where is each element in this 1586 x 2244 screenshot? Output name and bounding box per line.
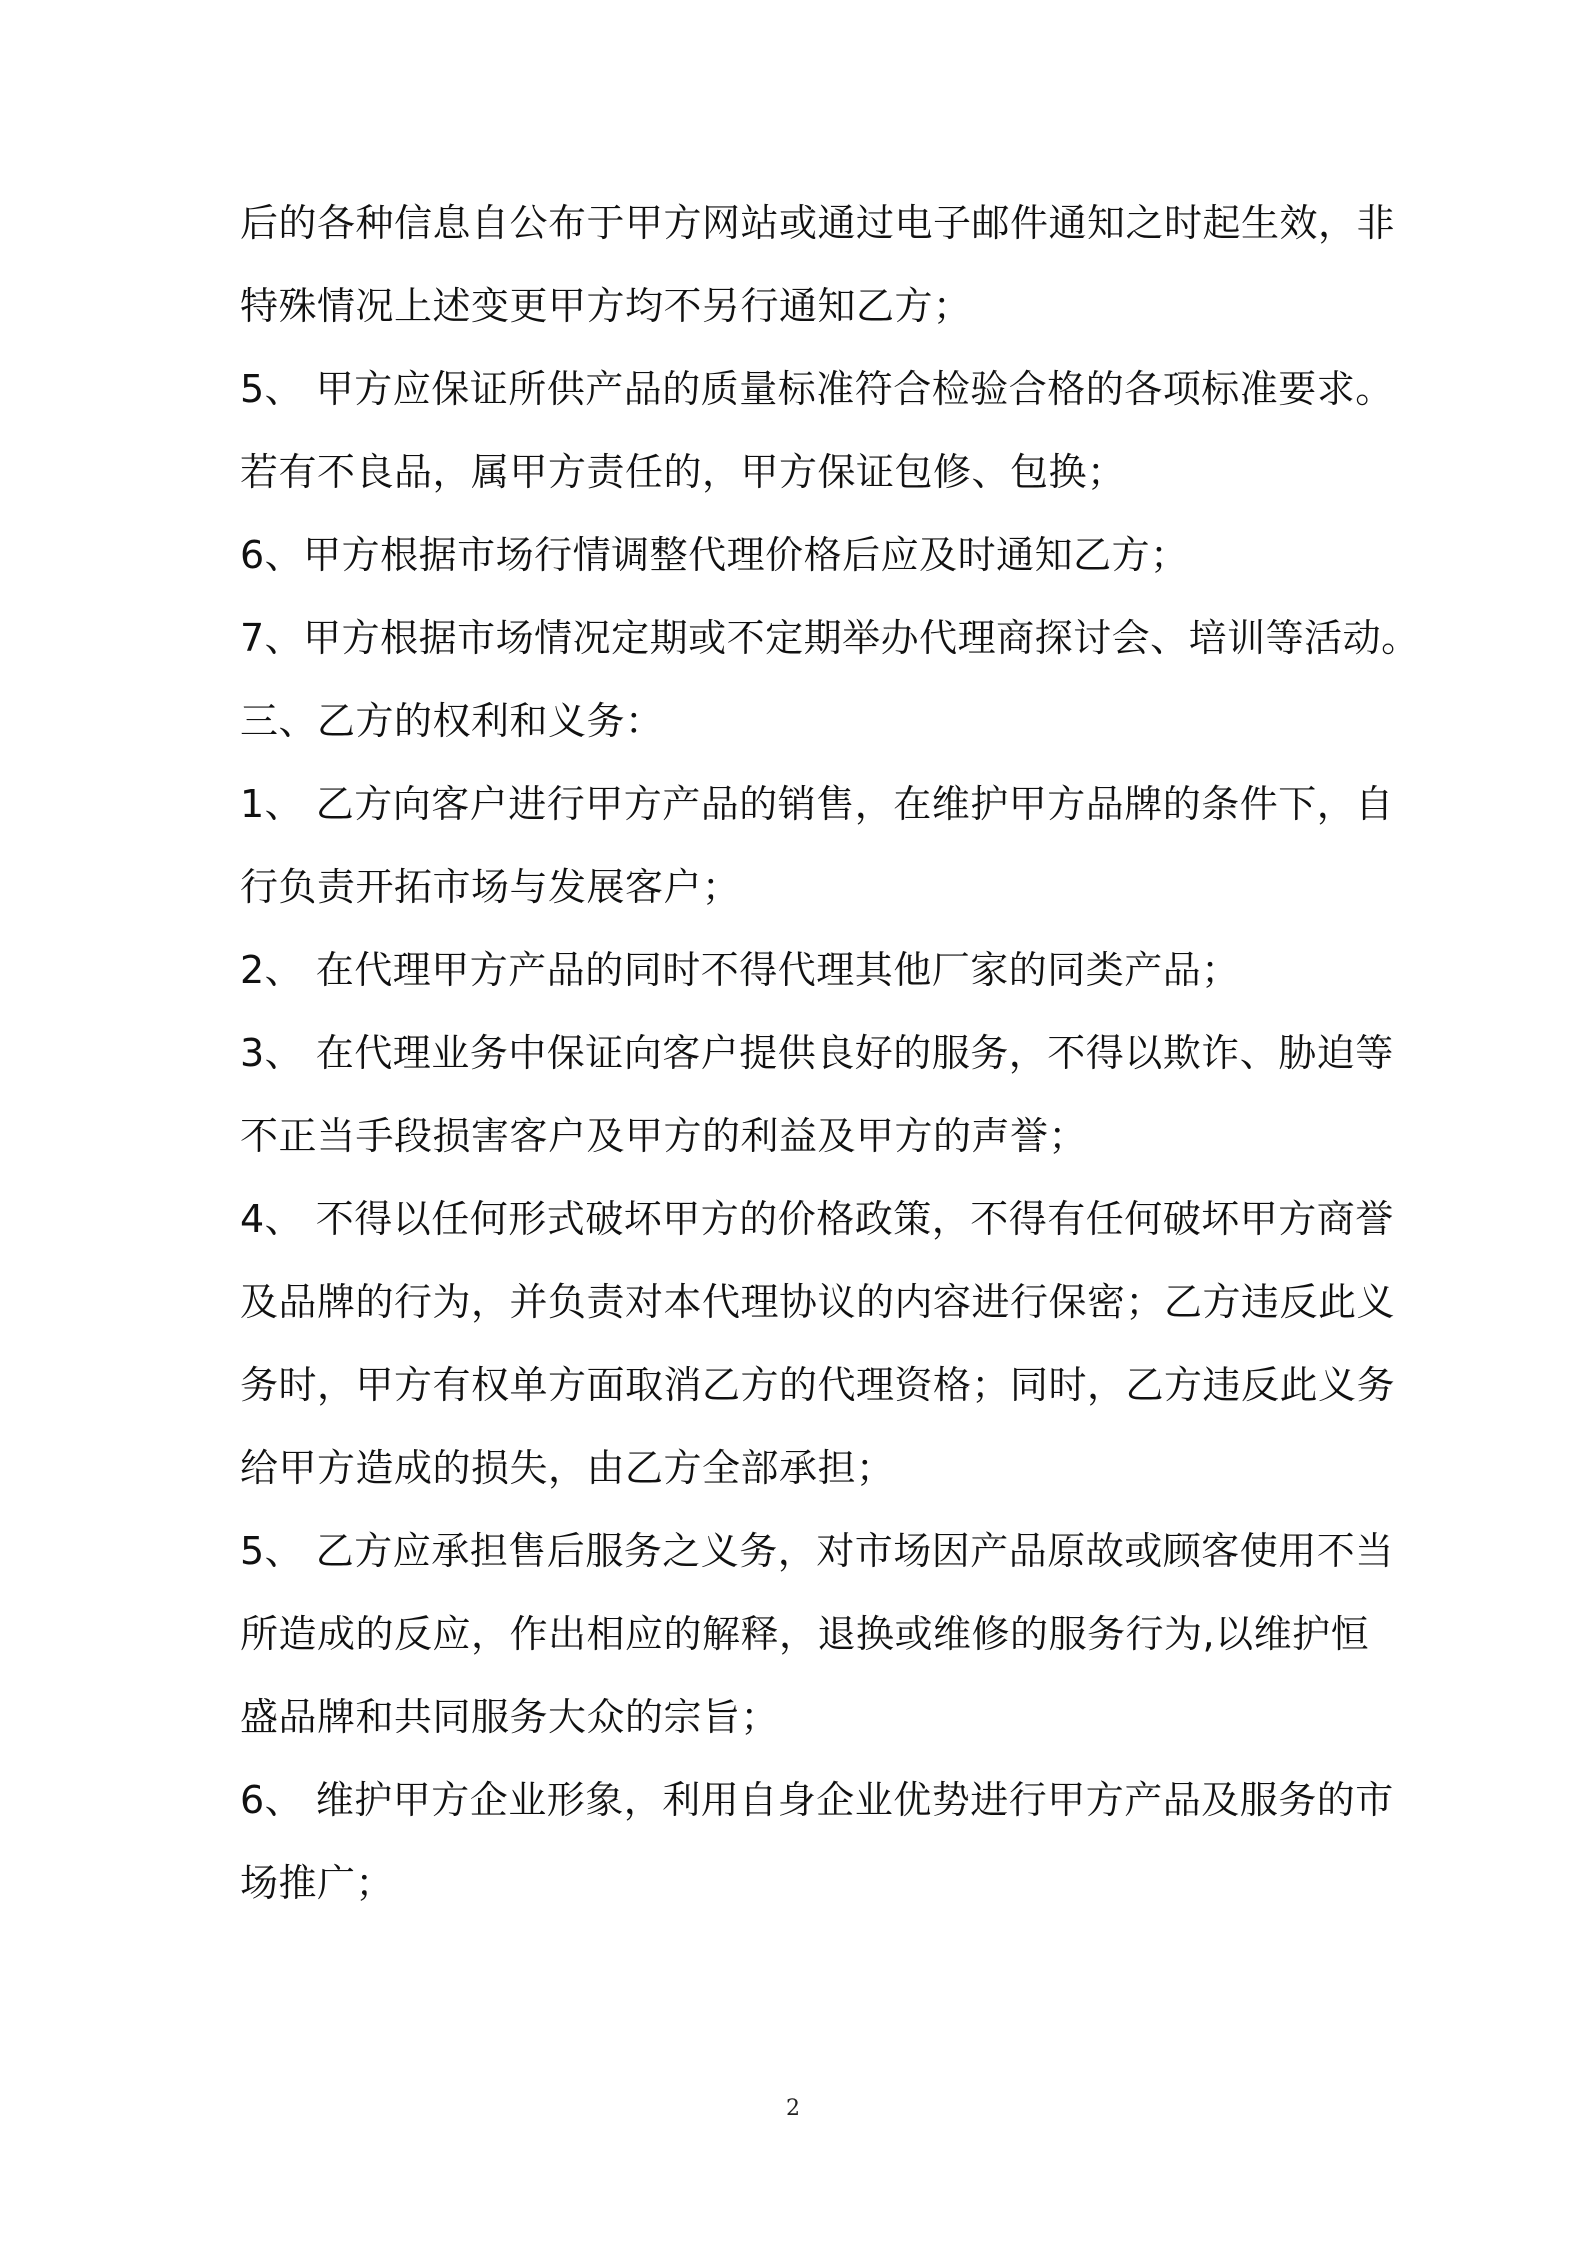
text-line-11: 3、 在代理业务中保证向客户提供良好的服务，不得以欺诈、胁迫等: [240, 1031, 1394, 1075]
text-line-3: 5、 甲方应保证所供产品的质量标准符合检验合格的各项标准要求。: [240, 367, 1394, 411]
section-heading: 三、乙方的权利和义务：: [240, 699, 664, 743]
text-line-4: 若有不良品，属甲方责任的，甲方保证包修、包换；: [240, 450, 1126, 494]
text-line-6: 7、甲方根据市场情况定期或不定期举办代理商探讨会、培训等活动。: [240, 616, 1420, 660]
text-line-1: 后的各种信息自公布于甲方网站或通过电子邮件通知之时起生效，非: [240, 201, 1396, 245]
text-line-2: 特殊情况上述变更甲方均不另行通知乙方；: [240, 284, 972, 328]
text-line-10: 2、 在代理甲方产品的同时不得代理其他厂家的同类产品；: [240, 948, 1240, 992]
text-line-19: 盛品牌和共同服务大众的宗旨；: [240, 1695, 780, 1739]
text-line-8: 1、 乙方向客户进行甲方产品的销售，在维护甲方品牌的条件下，自: [240, 782, 1394, 826]
text-line-15: 务时，甲方有权单方面取消乙方的代理资格；同时，乙方违反此义务: [240, 1363, 1396, 1407]
text-line-17: 5、 乙方应承担售后服务之义务，对市场因产品原故或顾客使用不当: [240, 1529, 1394, 1573]
text-line-16: 给甲方造成的损失，由乙方全部承担；: [240, 1446, 895, 1490]
text-line-5: 6、甲方根据市场行情调整代理价格后应及时通知乙方；: [240, 533, 1189, 577]
text-line-13: 4、 不得以任何形式破坏甲方的价格政策，不得有任何破坏甲方商誉: [240, 1197, 1394, 1241]
page-number: 2: [786, 2096, 800, 2121]
text-line-12: 不正当手段损害客户及甲方的利益及甲方的声誉；: [240, 1114, 1088, 1158]
text-line-18: 所造成的反应，作出相应的解释，退换或维修的服务行为,以维护恒: [240, 1612, 1370, 1656]
text-line-20: 6、 维护甲方企业形象，利用自身企业优势进行甲方产品及服务的市: [240, 1778, 1394, 1822]
text-line-14: 及品牌的行为，并负责对本代理协议的内容进行保密；乙方违反此义: [240, 1280, 1396, 1324]
text-line-21: 场推广；: [240, 1861, 395, 1905]
text-line-9: 行负责开拓市场与发展客户；: [240, 865, 741, 909]
